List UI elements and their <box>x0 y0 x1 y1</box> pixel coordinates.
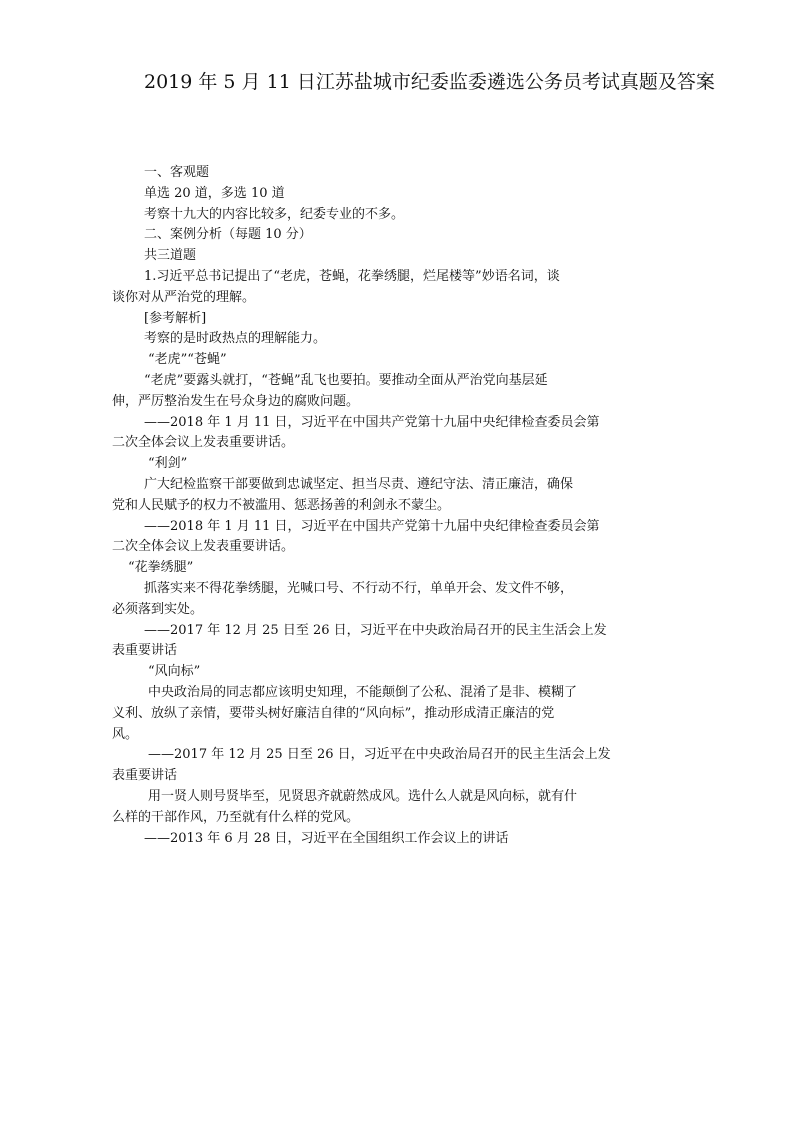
topic-heading: “利剑” <box>148 456 188 472</box>
question-line: 谈你对从严治党的理解。 <box>112 289 256 305</box>
text-line: 考察的是时政热点的理解能力。 <box>144 331 327 347</box>
citation-line: 表重要讲话 <box>112 643 178 659</box>
citation-line: 表重要讲话 <box>112 768 178 784</box>
text-line: 必须落到实处。 <box>112 601 204 617</box>
citation-line: 二次全体会议上发表重要讲话。 <box>112 539 295 555</box>
topic-heading: “老虎”“苍蝇” <box>148 352 227 368</box>
document-body <box>112 163 652 849</box>
citation-line: ——2018 年 1 月 11 日，习近平在中国共产党第十九届中央纪律检查委员会第 <box>144 518 600 534</box>
text-line: 风。 <box>112 726 139 742</box>
citation-line: ——2017 年 12 月 25 日至 26 日，习近平在中央政治局召开的民主生活会上发 <box>148 747 611 763</box>
question-line: 1.习近平总书记提出了“老虎，苍蝇，花拳绣腿，烂尾楼等”妙语名词，谈 <box>144 268 560 284</box>
citation-line: ——2018 年 1 月 11 日，习近平在中国共产党第十九届中央纪律检查委员会第 <box>144 414 600 430</box>
topic-heading: “风向标” <box>148 664 201 680</box>
text-line: “老虎”要露头就打，“苍蝇”乱飞也要拍。要推动全面从严治党向基层延 <box>144 372 548 388</box>
text-line: 义利、放纵了亲情，要带头树好廉洁自律的“风向标”，推动形成清正廉洁的党 <box>112 705 555 721</box>
citation-line: ——2013 年 6 月 28 日，习近平在全国组织工作会议上的讲话 <box>144 830 509 846</box>
citation-line: 二次全体会议上发表重要讲话。 <box>112 435 295 451</box>
text-line: 么样的干部作风，乃至就有什么样的党风。 <box>112 809 360 825</box>
text-line: 广大纪检监察干部要做到忠诚坚定、担当尽责、遵纪守法、清正廉洁，确保 <box>144 476 574 492</box>
topic-heading: “花拳绣腿” <box>128 560 194 576</box>
section-heading-objective: 一、客观题 <box>144 165 210 180</box>
text-line: 共三道题 <box>144 248 197 264</box>
text-line: 考察十九大的内容比较多，纪委专业的不多。 <box>144 206 405 222</box>
answer-heading: [参考解析] <box>144 310 207 326</box>
document-title: 2019 年 5 月 11 日江苏盐城市纪委监委遴选公务员考试真题及答案 <box>144 71 715 93</box>
text-line: 伸，严厉整治发生在号众身边的腐败问题。 <box>112 393 360 409</box>
text-line: 单选 20 道，多选 10 道 <box>144 185 285 201</box>
section-heading-case: 二、案例分析（每题 10 分） <box>144 227 312 243</box>
text-line: 抓落实来不得花拳绣腿，光喊口号、不行动不行，单单开会、发文件不够， <box>144 580 574 596</box>
citation-line: ——2017 年 12 月 25 日至 26 日，习近平在中央政治局召开的民主生活会上发 <box>144 622 607 638</box>
text-line: 中央政治局的同志都应该明史知理，不能颠倒了公私、混淆了是非、模糊了 <box>148 684 578 700</box>
text-line: 用一贤人则号贤毕至，见贤思齐就蔚然成风。选什么人就是风向标，就有什 <box>148 788 578 804</box>
text-line: 党和人民赋予的权力不被滥用、惩恶扬善的利剑永不蒙尘。 <box>112 497 451 513</box>
